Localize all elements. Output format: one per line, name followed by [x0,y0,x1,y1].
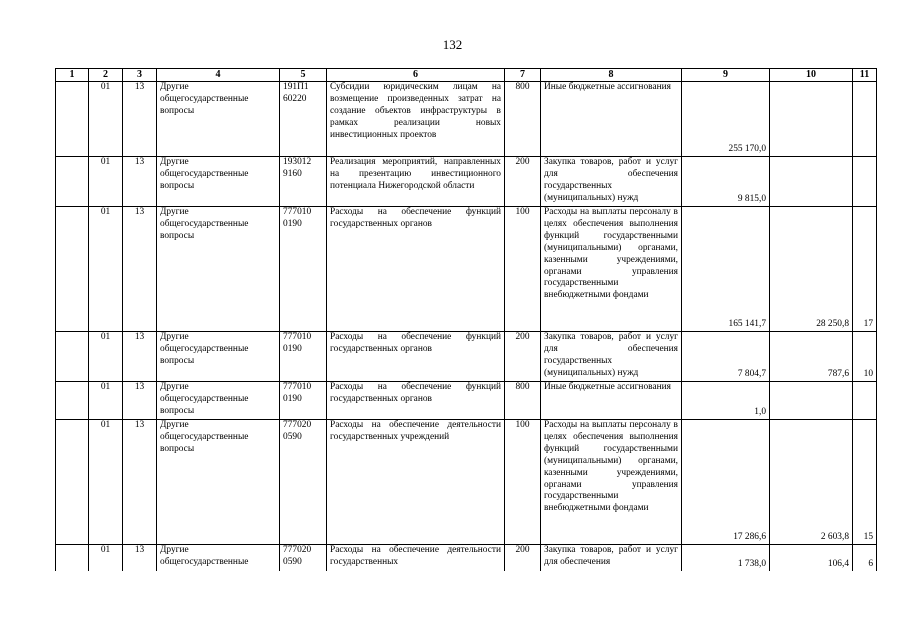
cell-type-name: Закупка товаров, работ и услуг для обеспечения государственных (муниципальных) нужд [541,157,682,207]
cell-expense-name: Расходы на обеспечение деятельности государственных [327,545,505,571]
cell-type-code: 100 [505,420,541,545]
cell-col1 [56,420,89,545]
cell-section: 01 [89,420,123,545]
cell-type-code: 800 [505,382,541,420]
table-row [56,207,877,332]
table-row [56,332,877,382]
cell-amount: 9 815,0 [682,157,770,207]
cell-type-name: Расходы на выплаты персоналу в целях обеспечения выполнения функций государственными (муниципальными) органами, казенными учреждениями, органами управления государственными внебюджетными фондами [541,207,682,332]
cell-section-name: Другие общегосударственные вопросы [157,382,280,420]
cell-subsection: 13 [123,382,157,420]
cell-section-name: Другие общегосударственные вопросы [157,82,280,157]
cell-expense-name: Расходы на обеспечение функций государственных органов [327,207,505,332]
cell-type-name: Иные бюджетные ассигнования [541,382,682,420]
header-cell: 8 [541,69,682,82]
cell-type-code: 100 [505,207,541,332]
cell-section-name: Другие общегосударственные вопросы [157,332,280,382]
header-cell: 3 [123,69,157,82]
cell-section-name: Другие общегосударственные вопросы [157,157,280,207]
cell-col1 [56,382,89,420]
table-row [56,82,877,157]
cell-expense-name: Реализация мероприятий, направленных на презентацию инвестиционного потенциала Нижегородской области [327,157,505,207]
cell-subsection: 13 [123,82,157,157]
cell-type-name: Иные бюджетные ассигнования [541,82,682,157]
cell-section: 01 [89,332,123,382]
header-cell: 11 [853,69,877,82]
cell-section: 01 [89,545,123,571]
cell-subsection: 13 [123,157,157,207]
cell-target-code: 777010 0190 [280,382,327,420]
header-cell: 6 [327,69,505,82]
header-cell: 4 [157,69,280,82]
budget-table [55,68,877,571]
cell-amount-2: 2 603,8 [770,420,853,545]
cell-target-code: 191П1 60220 [280,82,327,157]
cell-amount: 1,0 [682,382,770,420]
cell-section-name: Другие общегосударственные вопросы [157,207,280,332]
cell-col1 [56,207,89,332]
cell-type-code: 200 [505,157,541,207]
page-number: 132 [442,37,463,52]
cell-section: 01 [89,382,123,420]
cell-section-name: Другие общегосударственные вопросы [157,420,280,545]
cell-amount-3: 10 [853,332,877,382]
cell-col1 [56,545,89,571]
cell-expense-name: Расходы на обеспечение функций государственных органов [327,382,505,420]
cell-amount-2 [770,82,853,157]
cell-amount: 7 804,7 [682,332,770,382]
cell-subsection: 13 [123,545,157,571]
cell-type-name: Расходы на выплаты персоналу в целях обеспечения выполнения функций государственными (муниципальными) органами, казенными учреждениями, органами управления государственными внебюджетными фондами [541,420,682,545]
cell-col1 [56,332,89,382]
header-cell: 7 [505,69,541,82]
cell-expense-name: Расходы на обеспечение функций государственных органов [327,332,505,382]
cell-amount-3: 17 [853,207,877,332]
cell-section-name: Другие общегосударственные [157,545,280,571]
cell-section: 01 [89,207,123,332]
cell-subsection: 13 [123,332,157,382]
cell-amount: 255 170,0 [682,82,770,157]
cell-target-code: 777010 0190 [280,207,327,332]
table-row [56,157,877,207]
header-cell: 2 [89,69,123,82]
table-row [56,382,877,420]
cell-expense-name: Субсидии юридическим лицам на возмещение произведенных затрат на создание объектов инфраструктуры в рамках реализации новых инвестиционных проектов [327,82,505,157]
cell-amount-2: 28 250,8 [770,207,853,332]
cell-target-code: 777010 0190 [280,332,327,382]
cell-amount-2: 106,4 [770,545,853,571]
header-cell: 9 [682,69,770,82]
cell-type-code: 800 [505,82,541,157]
cell-amount-3: 15 [853,420,877,545]
header-cell: 10 [770,69,853,82]
header-row [56,69,877,82]
cell-amount-3 [853,157,877,207]
cell-amount: 17 286,6 [682,420,770,545]
cell-amount-2 [770,382,853,420]
cell-col1 [56,157,89,207]
cell-amount: 1 738,0 [682,545,770,571]
cell-amount-3 [853,382,877,420]
cell-amount-2 [770,157,853,207]
cell-amount-3 [853,82,877,157]
header-cell: 5 [280,69,327,82]
cell-type-code: 200 [505,332,541,382]
cell-section: 01 [89,157,123,207]
header-cell: 1 [56,69,89,82]
cell-expense-name: Расходы на обеспечение деятельности государственных учреждений [327,420,505,545]
cell-amount-3: 6 [853,545,877,571]
cell-subsection: 13 [123,207,157,332]
cell-amount: 165 141,7 [682,207,770,332]
cell-type-name: Закупка товаров, работ и услуг для обеспечения государственных (муниципальных) нужд [541,332,682,382]
cell-type-code: 200 [505,545,541,571]
cell-amount-2: 787,6 [770,332,853,382]
table-row [56,545,877,571]
cell-target-code: 777020 0590 [280,545,327,571]
cell-subsection: 13 [123,420,157,545]
cell-target-code: 777020 0590 [280,420,327,545]
cell-section: 01 [89,82,123,157]
cell-target-code: 193012 9160 [280,157,327,207]
cell-col1 [56,82,89,157]
table-row [56,420,877,545]
cell-type-name: Закупка товаров, работ и услуг для обеспечения [541,545,682,571]
